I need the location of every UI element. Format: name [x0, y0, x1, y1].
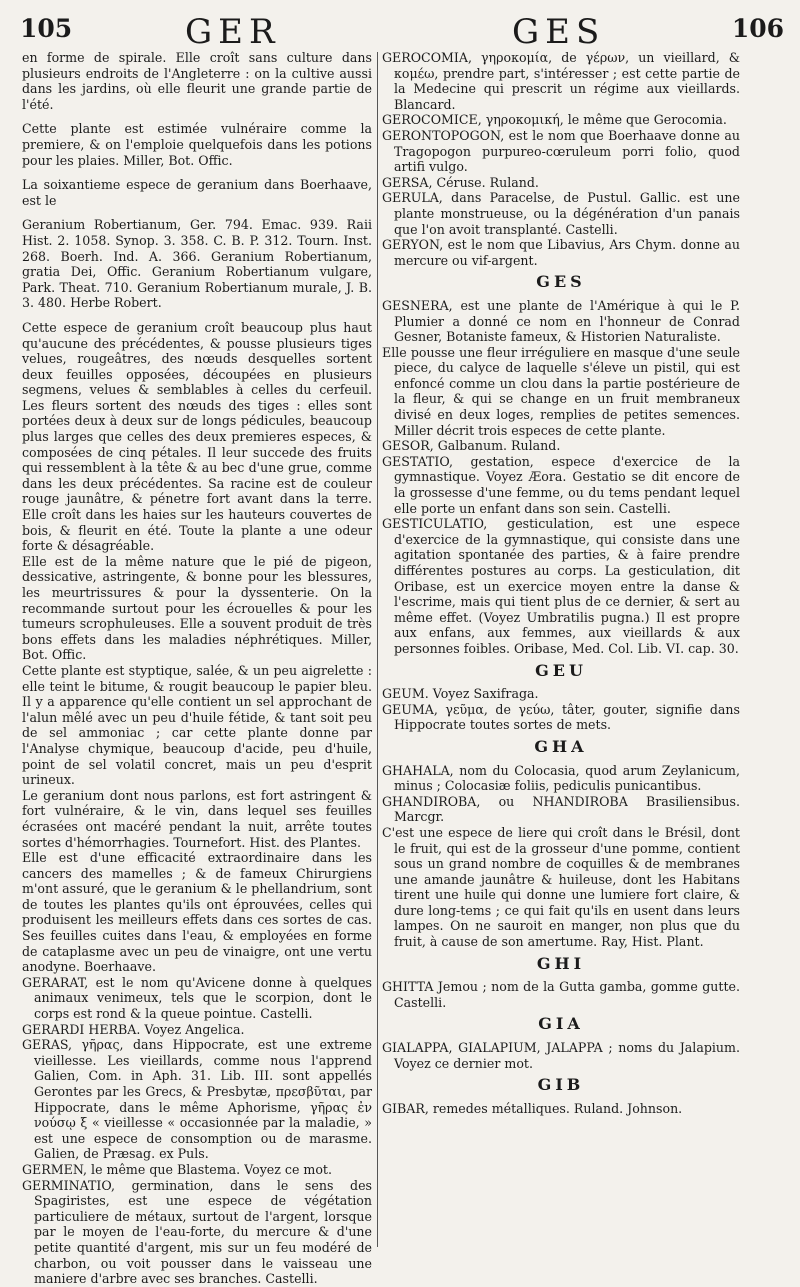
dictionary-entry: GHITTA Jemou ; nom de la Gutta gamba, gomme gutte. Castelli.	[382, 979, 740, 1010]
dictionary-entry: GERARDI HERBA. Voyez Angelica.	[22, 1021, 245, 1037]
section-heading: GIA	[538, 1014, 584, 1034]
dictionary-entry: GERSA, Céruse. Ruland.	[382, 174, 539, 190]
dictionary-entry: GERARAT, est le nom qu'Avicene donne à quelques animaux venimeux, tels que le scorpion, dont le corps est rond & la queue pointue. Castelli.	[22, 974, 372, 1022]
section-heading: GHI	[536, 953, 586, 973]
paragraph: Elle est d'une efficacité extraordinaire dans les cancers des mamelles ; & de fameux Chirurgiens m'ont assuré, que le geranium & le phellandrium, sont de toutes les plantes qu'ils ont éprouvées, celles qui produisent les meilleurs effets dans ces sortes de cas. Ses feuilles cuites dans l'eau, & employées en forme de cataplasme avec un peu de vinaigre, ont une vertu anodyne. Boerhaave.	[22, 850, 372, 975]
dictionary-entry: GESTATIO, gestation, espece d'exercice de la gymnastique. Voyez Æora. Gestatio se dit encore de la grossesse d'une femme, ou du tems pendant lequel elle porte un enfant dans son sein. Castelli.	[382, 453, 740, 516]
dictionary-entry: GEUM. Voyez Saxifraga.	[382, 686, 539, 702]
right-running-head: GES	[512, 12, 606, 52]
paragraph: Geranium Robertianum, Ger. 794. Emac. 939. Raii Hist. 2. 1058. Synop. 3. 358. C. B. P. 312. Tourn. Inst. 268. Boerh. Ind. A. 366. Geranium Robertianum, gratia Dei, Offic. Geranium Robertianum vulgare, Park. Theat. 710. Geranium Robertianum murale, J. B. 3. 480. Herbe Robert.	[22, 217, 372, 311]
dictionary-entry: GESTICULATIO, gesticulation, est une espece d'exercice de la gymnastique, qui consiste dans une agitation spontanée des parties, & à faire prendre différentes postures au corps. La gesticulation, dit Oribase, est un exercice moyen entre la danse & l'escrime, mais qui tient plus de ce dernier, & sert au même effet. (Voyez Umbratilis pugna.) Il est propre aux enfans, aux femmes, aux vieillards & aux personnes foibles. Oribase, Med. Col. Lib. VI. cap. 30.	[382, 516, 740, 656]
paragraph: C'est une espece de liere qui croît dans le Brésil, dont le fruit, qui est de la grosseur d'une pomme, contient sous un grand nombre de coquilles & de membranes une amande jaunâtre & huileuse, dont les Habitans tirent une huile qui donne une lumiere fort claire, & dure long-tems ; ce qui fait qu'ils en usent dans leurs lampes. On ne sauroit en manger, non plus que du fruit, à cause de son amertume. Ray, Hist. Plant.	[382, 824, 740, 950]
right-page-number: 106	[731, 14, 784, 43]
dictionary-entry: GHAHALA, nom du Colocasia, quod arum Zeylanicum, minus ; Colocasiæ foliis, pediculis punicantibus.	[382, 762, 740, 794]
dictionary-entry: GERAS, γῆρας, dans Hippocrate, est une extreme vieillesse. Les vieillards, comme nous l'apprend Galien, Com. in Aph. 31. Lib. III. sont appellés Gerontes par les Grecs, & Presbytæ, πρεσβῦται, par Hippocrate, dans le même Aphorisme, γῆρας ἐν νούσῳ ξ « vieillesse « occasionnée par la maladie, » est une espece de consomption ou de marasme. Galien, de Præsag. ex Puls.	[22, 1037, 372, 1162]
column-divider	[377, 52, 378, 1247]
paragraph: Cette plante est estimée vulnéraire comme la premiere, & on l'emploie quelquefois dans les potions pour les plaies. Miller, Bot. Offic.	[22, 121, 372, 168]
left-page-number: 105	[20, 14, 73, 43]
dictionary-entry: GERMINATIO, germination, dans le sens des Spagiristes, est une espece de végétation particuliere de métaux, surtout de l'argent, lorsque par le moyen de l'eau-forte, du mercure & d'une petite quantité d'argent, mis sur un feu modéré de charbon, ou voit pousser dans le vaisseau une maniere d'arbre avec ses branches. Castelli.	[22, 1177, 372, 1287]
section-heading: GHA	[534, 736, 588, 756]
dictionary-entry: GERMEN, le même que Blastema. Voyez ce mot.	[22, 1161, 332, 1177]
dictionary-entry: GERYON, est le nom que Libavius, Ars Chym. donne au mercure ou vif-argent.	[382, 237, 740, 268]
section-heading: GES	[536, 272, 586, 292]
paragraph: Cette espece de geranium croît beaucoup plus haut qu'aucune des précédentes, & pousse plusieurs tiges velues, rougeâtres, des nœuds desquelles sortent deux feuilles opposées, découpées en plusieurs segmens, velues & semblables à celles du cerfeuil. Les fleurs sortent des nœuds des tiges : elles sont portées deux à deux sur de longs pédicules, beaucoup plus larges que celles des deux premieres especes, & composées de cinq pétales. Il leur succede des fruits qui ressemblent à la tête & au bec d'une grue, comme dans les deux précédentes. Sa racine est de couleur rouge jaunâtre, & pénetre fort avant dans la terre. Elle croît dans les haies sur les hauteurs couvertes de bois, & fleurit en été. Toute la plante a une odeur forte & désagréable.	[22, 319, 372, 554]
dictionary-entry: GHANDIROBA, ou NHANDIROBA Brasiliensibus. Marcgr.	[382, 793, 740, 825]
page-header	[0, 12, 800, 52]
paragraph: Le geranium dont nous parlons, est fort astringent & fort vulnéraire, & le vin, dans lequel ses feuilles écrasées ont macéré pendant la nuit, arrête toutes sortes d'hémorrhagies. Tournefort. Hist. des Plantes.	[22, 787, 372, 850]
paragraph: Elle est de la même nature que le pié de pigeon, dessicative, astringente, & bonne pour les blessures, les meurtrissures & pour la dyssenterie. On la recommande surtout pour les écrouelles & pour les tumeurs scrophuleuses. Elle a souvent produit de très bons effets dans les maladies néphrétiques. Miller, Bot. Offic.	[22, 553, 372, 663]
dictionary-entry: GERONTOPOGON, est le nom que Boerhaave donne au Tragopogon purpureo-cœruleum porri folio, quod artifi vulgo.	[382, 127, 740, 175]
left-running-head: GER	[185, 12, 281, 52]
dictionary-entry: GERULA, dans Paracelse, de Pustul. Gallic. est une plante monstrueuse, ou la dégénération d'un panais que l'on avoit transplanté. Castelli.	[382, 190, 740, 237]
dictionary-entry: GESNERA, est une plante de l'Amérique à qui le P. Plumier a donné ce nom en l'honneur de Conrad Gesner, Botaniste fameux, & Historien Naturaliste.	[382, 297, 740, 345]
paragraph: en forme de spirale. Elle croît sans culture dans plusieurs endroits de l'Angleterre : on la cultive aussi dans les jardins, où elle fleurit une grande partie de l'été.	[22, 50, 372, 112]
section-heading: GIB	[537, 1075, 585, 1095]
left-column	[22, 50, 372, 1287]
dictionary-entry: GEUMA, γεῦμα, de γεύω, tâter, gouter, signifie dans Hippocrate toutes sortes de mets.	[382, 701, 740, 733]
dictionary-entry: GESOR, Galbanum. Ruland.	[382, 438, 561, 454]
right-column	[382, 50, 740, 1116]
paragraph: La soixantieme espece de geranium dans Boerhaave, est le	[22, 177, 372, 208]
dictionary-entry: GIBAR, remedes métalliques. Ruland. Johnson.	[382, 1100, 683, 1116]
dictionary-entry: GIALAPPA, GIALAPIUM, JALAPPA ; noms du Jalapium. Voyez ce dernier mot.	[382, 1040, 740, 1071]
paragraph: Elle pousse une fleur irréguliere en masque d'une seule piece, du calyce de laquelle s'éleve un pistil, qui est enfoncé comme un clou dans la partie postérieure de la fleur, & qui se change en un fruit membraneux divisé en deux loges, remplies de petites semences. Miller décrit trois especes de cette plante.	[382, 344, 740, 438]
section-heading: GEU	[535, 660, 587, 680]
paragraph: Cette plante est styptique, salée, & un peu aigrelette : elle teint le bitume, & rougit beaucoup le papier bleu. Il y a apparence qu'elle contient un sel approchant de l'alun mêlé avec un peu d'huile fétide, & tant soit peu de sel ammoniac ; car cette plante donne par l'Analyse chymique, beaucoup d'acide, peu d'huile, point de sel volatil concret, mais un peu d'esprit urineux.	[22, 662, 372, 788]
dictionary-entry: GEROCOMICE, γηροκομική, le même que Gerocomia.	[382, 112, 727, 128]
dictionary-entry: GEROCOMIA, γηροκομία, de γέρων, un vieillard, & κομέω, prendre part, s'intéresser ; est cette partie de la Medecine qui prescrit un régime aux vieillards. Blancard.	[382, 50, 740, 112]
